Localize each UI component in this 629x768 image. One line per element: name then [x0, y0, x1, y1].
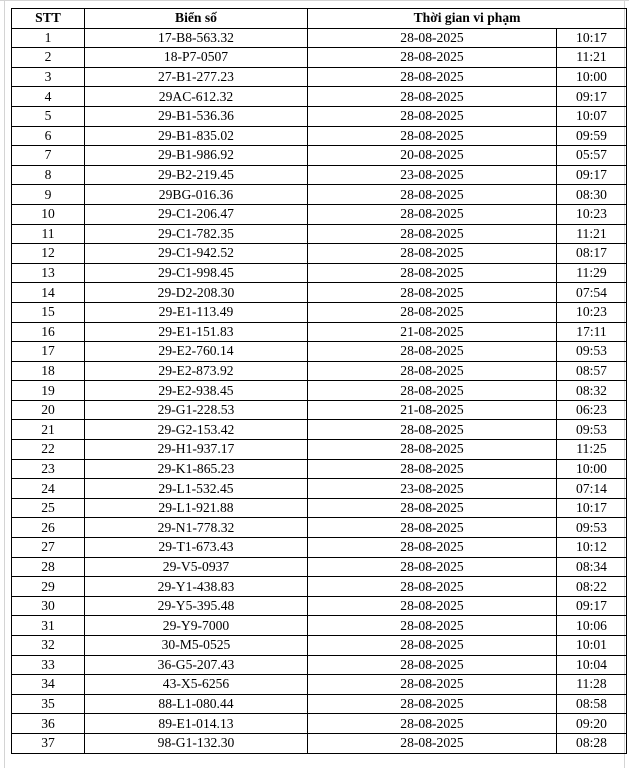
plate-cell: 29-C1-998.45 — [85, 263, 308, 283]
stt-cell: 16 — [12, 322, 85, 342]
plate-cell: 29-H1-937.17 — [85, 440, 308, 460]
time-cell: 08:34 — [557, 557, 627, 577]
table-row — [12, 224, 627, 244]
stt-cell: 27 — [12, 538, 85, 558]
stt-cell: 5 — [12, 106, 85, 126]
table-row — [12, 420, 627, 440]
header-row — [12, 9, 627, 29]
time-cell: 10:00 — [557, 67, 627, 87]
date-cell: 28-08-2025 — [308, 67, 557, 87]
plate-cell: 29-Y9-7000 — [85, 616, 308, 636]
stt-cell: 6 — [12, 126, 85, 146]
table-header — [12, 9, 627, 29]
stt-cell: 15 — [12, 302, 85, 322]
stt-cell: 34 — [12, 675, 85, 695]
table-row — [12, 655, 627, 675]
time-cell: 08:57 — [557, 361, 627, 381]
time-cell: 10:23 — [557, 302, 627, 322]
plate-cell: 27-B1-277.23 — [85, 67, 308, 87]
time-cell: 08:32 — [557, 381, 627, 401]
stt-cell: 25 — [12, 498, 85, 518]
date-cell: 28-08-2025 — [308, 557, 557, 577]
plate-cell: 29BG-016.36 — [85, 185, 308, 205]
gridline-top — [0, 0, 629, 1]
date-cell: 21-08-2025 — [308, 322, 557, 342]
date-cell: 28-08-2025 — [308, 577, 557, 597]
table-row — [12, 498, 627, 518]
plate-cell: 36-G5-207.43 — [85, 655, 308, 675]
date-cell: 21-08-2025 — [308, 400, 557, 420]
time-cell: 09:17 — [557, 165, 627, 185]
plate-cell: 89-E1-014.13 — [85, 714, 308, 734]
stt-cell: 17 — [12, 342, 85, 362]
plate-cell: 17-B8-563.32 — [85, 28, 308, 48]
plate-cell: 29-L1-921.88 — [85, 498, 308, 518]
plate-cell: 29-B1-536.36 — [85, 106, 308, 126]
header-violation-time: Thời gian vi phạm — [308, 9, 627, 29]
stt-cell: 37 — [12, 733, 85, 753]
time-cell: 10:06 — [557, 616, 627, 636]
table-row — [12, 675, 627, 695]
stt-cell: 9 — [12, 185, 85, 205]
stt-cell: 22 — [12, 440, 85, 460]
stt-cell: 26 — [12, 518, 85, 538]
plate-cell: 29-Y1-438.83 — [85, 577, 308, 597]
table-row — [12, 361, 627, 381]
time-cell: 08:28 — [557, 733, 627, 753]
plate-cell: 98-G1-132.30 — [85, 733, 308, 753]
table-row — [12, 244, 627, 264]
plate-cell: 29-L1-532.45 — [85, 479, 308, 499]
date-cell: 28-08-2025 — [308, 655, 557, 675]
time-cell: 10:17 — [557, 28, 627, 48]
time-cell: 11:28 — [557, 675, 627, 695]
time-cell: 10:01 — [557, 636, 627, 656]
date-cell: 28-08-2025 — [308, 733, 557, 753]
plate-cell: 30-M5-0525 — [85, 636, 308, 656]
date-cell: 28-08-2025 — [308, 714, 557, 734]
date-cell: 28-08-2025 — [308, 126, 557, 146]
table-row — [12, 577, 627, 597]
time-cell: 07:14 — [557, 479, 627, 499]
date-cell: 28-08-2025 — [308, 106, 557, 126]
date-cell: 28-08-2025 — [308, 361, 557, 381]
date-cell: 28-08-2025 — [308, 420, 557, 440]
date-cell: 28-08-2025 — [308, 28, 557, 48]
table-row — [12, 518, 627, 538]
table-row — [12, 185, 627, 205]
date-cell: 28-08-2025 — [308, 616, 557, 636]
time-cell: 09:17 — [557, 596, 627, 616]
stt-cell: 8 — [12, 165, 85, 185]
date-cell: 23-08-2025 — [308, 165, 557, 185]
plate-cell: 29-K1-865.23 — [85, 459, 308, 479]
time-cell: 09:53 — [557, 420, 627, 440]
time-cell: 06:23 — [557, 400, 627, 420]
table-row — [12, 48, 627, 68]
stt-cell: 24 — [12, 479, 85, 499]
date-cell: 28-08-2025 — [308, 381, 557, 401]
table-row — [12, 440, 627, 460]
table-row — [12, 479, 627, 499]
date-cell: 28-08-2025 — [308, 518, 557, 538]
header-plate: Biển số — [85, 9, 308, 29]
table-row — [12, 714, 627, 734]
time-cell: 10:23 — [557, 204, 627, 224]
time-cell: 09:20 — [557, 714, 627, 734]
time-cell: 08:58 — [557, 694, 627, 714]
time-cell: 08:30 — [557, 185, 627, 205]
plate-cell: 29-N1-778.32 — [85, 518, 308, 538]
date-cell: 28-08-2025 — [308, 48, 557, 68]
stt-cell: 13 — [12, 263, 85, 283]
table-row — [12, 283, 627, 303]
stt-cell: 10 — [12, 204, 85, 224]
time-cell: 11:25 — [557, 440, 627, 460]
stt-cell: 14 — [12, 283, 85, 303]
table-row — [12, 67, 627, 87]
date-cell: 28-08-2025 — [308, 302, 557, 322]
time-cell: 17:11 — [557, 322, 627, 342]
table-row — [12, 263, 627, 283]
time-cell: 11:21 — [557, 224, 627, 244]
stt-cell: 21 — [12, 420, 85, 440]
stt-cell: 35 — [12, 694, 85, 714]
table-row — [12, 459, 627, 479]
plate-cell: 29-E2-938.45 — [85, 381, 308, 401]
time-cell: 09:53 — [557, 518, 627, 538]
date-cell: 20-08-2025 — [308, 146, 557, 166]
table-row — [12, 87, 627, 107]
time-cell: 10:12 — [557, 538, 627, 558]
table-row — [12, 616, 627, 636]
plate-cell: 29-D2-208.30 — [85, 283, 308, 303]
date-cell: 28-08-2025 — [308, 224, 557, 244]
table-row — [12, 342, 627, 362]
stt-cell: 23 — [12, 459, 85, 479]
table-row — [12, 28, 627, 48]
table-body — [12, 28, 627, 753]
time-cell: 10:00 — [557, 459, 627, 479]
stt-cell: 32 — [12, 636, 85, 656]
plate-cell: 29-B1-986.92 — [85, 146, 308, 166]
date-cell: 28-08-2025 — [308, 283, 557, 303]
table-row — [12, 694, 627, 714]
violations-table — [11, 8, 627, 754]
table-row — [12, 302, 627, 322]
plate-cell: 29-T1-673.43 — [85, 538, 308, 558]
header-stt: STT — [12, 9, 85, 29]
table-row — [12, 381, 627, 401]
table-row — [12, 204, 627, 224]
plate-cell: 29-B1-835.02 — [85, 126, 308, 146]
plate-cell: 29-E1-151.83 — [85, 322, 308, 342]
stt-cell: 1 — [12, 28, 85, 48]
stt-cell: 28 — [12, 557, 85, 577]
date-cell: 28-08-2025 — [308, 440, 557, 460]
table-row — [12, 126, 627, 146]
gridline-left — [4, 0, 5, 768]
date-cell: 28-08-2025 — [308, 538, 557, 558]
stt-cell: 11 — [12, 224, 85, 244]
date-cell: 28-08-2025 — [308, 498, 557, 518]
date-cell: 28-08-2025 — [308, 263, 557, 283]
stt-cell: 19 — [12, 381, 85, 401]
table-row — [12, 165, 627, 185]
time-cell: 10:04 — [557, 655, 627, 675]
time-cell: 05:57 — [557, 146, 627, 166]
date-cell: 28-08-2025 — [308, 459, 557, 479]
date-cell: 23-08-2025 — [308, 479, 557, 499]
time-cell: 09:17 — [557, 87, 627, 107]
stt-cell: 29 — [12, 577, 85, 597]
time-cell: 10:17 — [557, 498, 627, 518]
plate-cell: 29-C1-206.47 — [85, 204, 308, 224]
stt-cell: 18 — [12, 361, 85, 381]
date-cell: 28-08-2025 — [308, 204, 557, 224]
plate-cell: 29-E2-760.14 — [85, 342, 308, 362]
time-cell: 08:22 — [557, 577, 627, 597]
plate-cell: 29-C1-782.35 — [85, 224, 308, 244]
plate-cell: 29-B2-219.45 — [85, 165, 308, 185]
stt-cell: 3 — [12, 67, 85, 87]
plate-cell: 29-E1-113.49 — [85, 302, 308, 322]
table-row — [12, 322, 627, 342]
time-cell: 10:07 — [557, 106, 627, 126]
plate-cell: 29-E2-873.92 — [85, 361, 308, 381]
time-cell: 11:29 — [557, 263, 627, 283]
table-row — [12, 636, 627, 656]
date-cell: 28-08-2025 — [308, 342, 557, 362]
date-cell: 28-08-2025 — [308, 244, 557, 264]
table-row — [12, 146, 627, 166]
plate-cell: 29-C1-942.52 — [85, 244, 308, 264]
stt-cell: 4 — [12, 87, 85, 107]
date-cell: 28-08-2025 — [308, 694, 557, 714]
time-cell: 09:53 — [557, 342, 627, 362]
plate-cell: 29-V5-0937 — [85, 557, 308, 577]
plate-cell: 29-G2-153.42 — [85, 420, 308, 440]
plate-cell: 29-G1-228.53 — [85, 400, 308, 420]
table-row — [12, 733, 627, 753]
plate-cell: 43-X5-6256 — [85, 675, 308, 695]
stt-cell: 12 — [12, 244, 85, 264]
date-cell: 28-08-2025 — [308, 675, 557, 695]
date-cell: 28-08-2025 — [308, 596, 557, 616]
plate-cell: 18-P7-0507 — [85, 48, 308, 68]
plate-cell: 29AC-612.32 — [85, 87, 308, 107]
table-row — [12, 557, 627, 577]
stt-cell: 36 — [12, 714, 85, 734]
table-row — [12, 538, 627, 558]
stt-cell: 2 — [12, 48, 85, 68]
time-cell: 08:17 — [557, 244, 627, 264]
stt-cell: 31 — [12, 616, 85, 636]
table-row — [12, 596, 627, 616]
date-cell: 28-08-2025 — [308, 87, 557, 107]
stt-cell: 33 — [12, 655, 85, 675]
time-cell: 09:59 — [557, 126, 627, 146]
date-cell: 28-08-2025 — [308, 185, 557, 205]
date-cell: 28-08-2025 — [308, 636, 557, 656]
plate-cell: 88-L1-080.44 — [85, 694, 308, 714]
time-cell: 11:21 — [557, 48, 627, 68]
plate-cell: 29-Y5-395.48 — [85, 596, 308, 616]
stt-cell: 20 — [12, 400, 85, 420]
stt-cell: 7 — [12, 146, 85, 166]
table-row — [12, 106, 627, 126]
table-row — [12, 400, 627, 420]
time-cell: 07:54 — [557, 283, 627, 303]
stt-cell: 30 — [12, 596, 85, 616]
